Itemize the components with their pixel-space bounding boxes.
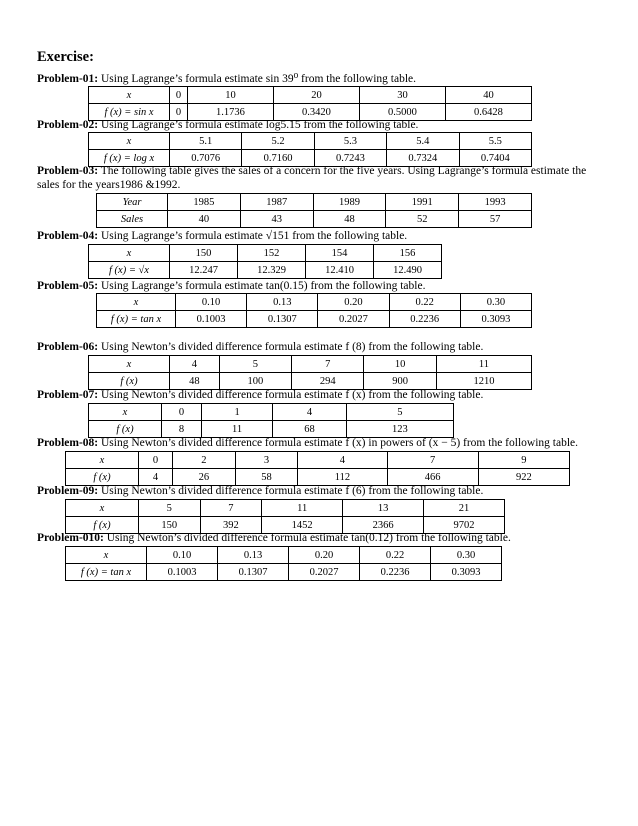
table-cell: Year	[97, 194, 168, 211]
table-row	[66, 469, 570, 486]
problem-01-table	[88, 86, 532, 121]
table-cell: 392	[200, 517, 262, 534]
table-cell: 26	[173, 469, 236, 486]
problem-07-statement	[37, 388, 483, 402]
problem-08-statement	[37, 436, 578, 450]
table-cell: x	[89, 133, 170, 150]
table-cell: 0	[170, 87, 188, 104]
table-cell: 57	[459, 211, 532, 228]
table-cell: 0.3093	[431, 564, 502, 581]
exercise-heading: Exercise:	[37, 49, 94, 65]
problem-label: Problem-07:	[37, 389, 99, 401]
table-cell: 5	[219, 356, 291, 373]
table-cell: 0	[139, 452, 173, 469]
table-cell: 7	[292, 356, 364, 373]
table-row	[66, 500, 505, 517]
table-cell: 0.7404	[459, 150, 531, 167]
table-cell: 48	[313, 211, 386, 228]
table-row	[89, 421, 454, 438]
table-cell: 10	[187, 87, 273, 104]
table-cell: f (x) = sin x	[89, 104, 170, 121]
problem-text: Using Newton’s divided difference formula estimate tan(0.12) from the following table.	[106, 532, 511, 544]
table-cell: 7	[200, 500, 262, 517]
table-cell: 0.7243	[314, 150, 386, 167]
problem-02-table	[88, 132, 532, 167]
table-cell: 11	[436, 356, 531, 373]
problem-text: Using Lagrange’s formula estimate √151 from the following table.	[100, 230, 408, 242]
table-cell: 0.3093	[460, 311, 531, 328]
table-cell: x	[89, 87, 170, 104]
table-cell: 2366	[343, 517, 424, 534]
table-cell: f (x) = tan x	[66, 564, 147, 581]
table-cell: f (x) = √x	[89, 262, 170, 279]
table-cell: 58	[235, 469, 298, 486]
problem-05-statement	[37, 279, 425, 293]
problem-09-table	[65, 499, 505, 534]
problem-09-statement	[37, 484, 483, 498]
table-cell: x	[89, 404, 162, 421]
table-cell: 10	[364, 356, 436, 373]
problem-text: Using Lagrange’s formula estimate sin 39⁰ from the following table.	[100, 73, 417, 85]
table-cell: x	[66, 452, 139, 469]
table-cell: 0.3420	[273, 104, 359, 121]
table-cell: 152	[238, 245, 306, 262]
table-cell: 0.5000	[359, 104, 445, 121]
table-cell: 11	[202, 421, 273, 438]
table-cell: 52	[386, 211, 459, 228]
table-cell: 40	[445, 87, 531, 104]
table-cell: 0.2236	[389, 311, 460, 328]
table-row	[89, 373, 532, 390]
table-cell: 0.30	[431, 547, 502, 564]
problem-text: The following table gives the sales of a concern for the five years. Using Lagrange’s formula estimate the sales for the years1986 &1992.	[37, 165, 587, 191]
problem-text: Using Newton’s divided difference formula estimate f (6) from the following table.	[100, 485, 484, 497]
table-cell: f (x) = log x	[89, 150, 170, 167]
table-cell: 1989	[313, 194, 386, 211]
problem-03-table	[96, 193, 532, 228]
table-cell: 20	[273, 87, 359, 104]
table-cell: x	[89, 245, 170, 262]
table-cell: 1.1736	[187, 104, 273, 121]
problem-04-statement	[37, 229, 407, 243]
table-cell: 0.10	[176, 294, 247, 311]
table-cell: f (x)	[66, 469, 139, 486]
problem-08-table	[65, 451, 570, 486]
problem-06-table	[88, 355, 532, 390]
table-cell: 5	[139, 500, 201, 517]
table-cell: 0.13	[218, 547, 289, 564]
table-row	[89, 133, 532, 150]
problem-label: Problem-06:	[37, 341, 99, 353]
table-row	[89, 262, 442, 279]
table-cell: 294	[292, 373, 364, 390]
table-cell: 0.30	[460, 294, 531, 311]
table-cell: 4	[139, 469, 173, 486]
table-cell: 0.1307	[247, 311, 318, 328]
table-cell: 0	[170, 104, 188, 121]
table-cell: 1993	[459, 194, 532, 211]
table-cell: 4	[170, 356, 220, 373]
table-cell: 150	[139, 517, 201, 534]
table-cell: 5.2	[242, 133, 314, 150]
table-cell: 9702	[424, 517, 505, 534]
table-row	[97, 311, 532, 328]
table-cell: 68	[273, 421, 347, 438]
problem-07-table	[88, 403, 454, 438]
problem-label: Problem-08:	[37, 437, 99, 449]
problem-label: Problem-01:	[37, 73, 99, 85]
problem-label: Problem-02:	[37, 119, 99, 131]
table-cell: 0.7076	[170, 150, 242, 167]
table-cell: 112	[298, 469, 387, 486]
table-cell: 156	[374, 245, 442, 262]
table-cell: 13	[343, 500, 424, 517]
table-cell: 4	[273, 404, 347, 421]
table-cell: x	[66, 500, 139, 517]
table-cell: 12.410	[306, 262, 374, 279]
table-cell: f (x)	[66, 517, 139, 534]
table-cell: 1987	[240, 194, 313, 211]
table-cell: 1985	[168, 194, 241, 211]
table-cell: 8	[162, 421, 202, 438]
problem-label: Problem-010:	[37, 532, 104, 544]
table-row	[97, 294, 532, 311]
table-cell: 0.10	[147, 547, 218, 564]
table-cell: 922	[478, 469, 569, 486]
problem-02-statement	[37, 118, 418, 132]
table-cell: 0.2027	[289, 564, 360, 581]
problem-text: Using Lagrange’s formula estimate log5.15 from the following table.	[100, 119, 419, 131]
table-cell: 5.3	[314, 133, 386, 150]
table-cell: 2	[173, 452, 236, 469]
table-row	[66, 547, 502, 564]
table-cell: 0.1307	[218, 564, 289, 581]
table-cell: 5.1	[170, 133, 242, 150]
table-cell: 43	[240, 211, 313, 228]
problem-03-statement	[37, 164, 602, 192]
table-cell: 12.329	[238, 262, 306, 279]
table-cell: Sales	[97, 211, 168, 228]
problem-label: Problem-05:	[37, 280, 99, 292]
table-cell: f (x)	[89, 373, 170, 390]
table-cell: 123	[346, 421, 453, 438]
table-cell: 150	[170, 245, 238, 262]
table-cell: 900	[364, 373, 436, 390]
problem-text: Using Newton’s divided difference formula estimate f (8) from the following table.	[100, 341, 484, 353]
table-cell: 5.5	[459, 133, 531, 150]
table-cell: 1210	[436, 373, 531, 390]
table-row	[89, 404, 454, 421]
table-cell: 48	[170, 373, 220, 390]
problem-05-table	[96, 293, 532, 328]
table-cell: 0.2027	[318, 311, 389, 328]
table-cell: 0	[162, 404, 202, 421]
table-cell: 3	[235, 452, 298, 469]
table-row	[89, 87, 532, 104]
table-cell: 0.2236	[360, 564, 431, 581]
table-row	[66, 564, 502, 581]
table-cell: 7	[387, 452, 478, 469]
problem-010-statement	[37, 531, 511, 545]
table-cell: 0.7324	[387, 150, 459, 167]
table-cell: 1991	[386, 194, 459, 211]
problem-010-table	[65, 546, 502, 581]
table-cell: 1	[202, 404, 273, 421]
table-row	[97, 211, 532, 228]
table-cell: 21	[424, 500, 505, 517]
table-cell: 12.490	[374, 262, 442, 279]
problem-04-table	[88, 244, 442, 279]
table-cell: 0.20	[318, 294, 389, 311]
table-cell: 9	[478, 452, 569, 469]
table-cell: 100	[219, 373, 291, 390]
table-cell: 0.1003	[147, 564, 218, 581]
table-cell: 12.247	[170, 262, 238, 279]
table-cell: 466	[387, 469, 478, 486]
table-cell: 0.22	[360, 547, 431, 564]
problem-text: Using Lagrange’s formula estimate tan(0.15) from the following table.	[100, 280, 426, 292]
table-cell: 5.4	[387, 133, 459, 150]
problem-label: Problem-04:	[37, 230, 99, 242]
table-cell: 5	[346, 404, 453, 421]
table-cell: 11	[262, 500, 343, 517]
table-cell: x	[89, 356, 170, 373]
table-cell: x	[66, 547, 147, 564]
table-cell: 0.22	[389, 294, 460, 311]
table-cell: 40	[168, 211, 241, 228]
table-row	[89, 356, 532, 373]
table-row	[89, 245, 442, 262]
problem-text: Using Newton’s divided difference formula estimate f (x) in powers of (x − 5) from the following table.	[100, 437, 578, 449]
problem-01-statement	[37, 72, 416, 86]
table-cell: f (x) = tan x	[97, 311, 176, 328]
table-cell: 30	[359, 87, 445, 104]
table-cell: 0.7160	[242, 150, 314, 167]
table-row	[66, 452, 570, 469]
table-cell: 0.6428	[445, 104, 531, 121]
problem-text: Using Newton’s divided difference formula estimate f (x) from the following table.	[100, 389, 484, 401]
table-cell: f (x)	[89, 421, 162, 438]
table-cell: 154	[306, 245, 374, 262]
table-cell: 0.20	[289, 547, 360, 564]
problem-label: Problem-09:	[37, 485, 99, 497]
problem-label: Problem-03:	[37, 165, 99, 177]
table-row	[97, 194, 532, 211]
table-cell: x	[97, 294, 176, 311]
table-cell: 0.13	[247, 294, 318, 311]
table-cell: 4	[298, 452, 387, 469]
table-cell: 0.1003	[176, 311, 247, 328]
table-cell: 1452	[262, 517, 343, 534]
problem-06-statement	[37, 340, 483, 354]
